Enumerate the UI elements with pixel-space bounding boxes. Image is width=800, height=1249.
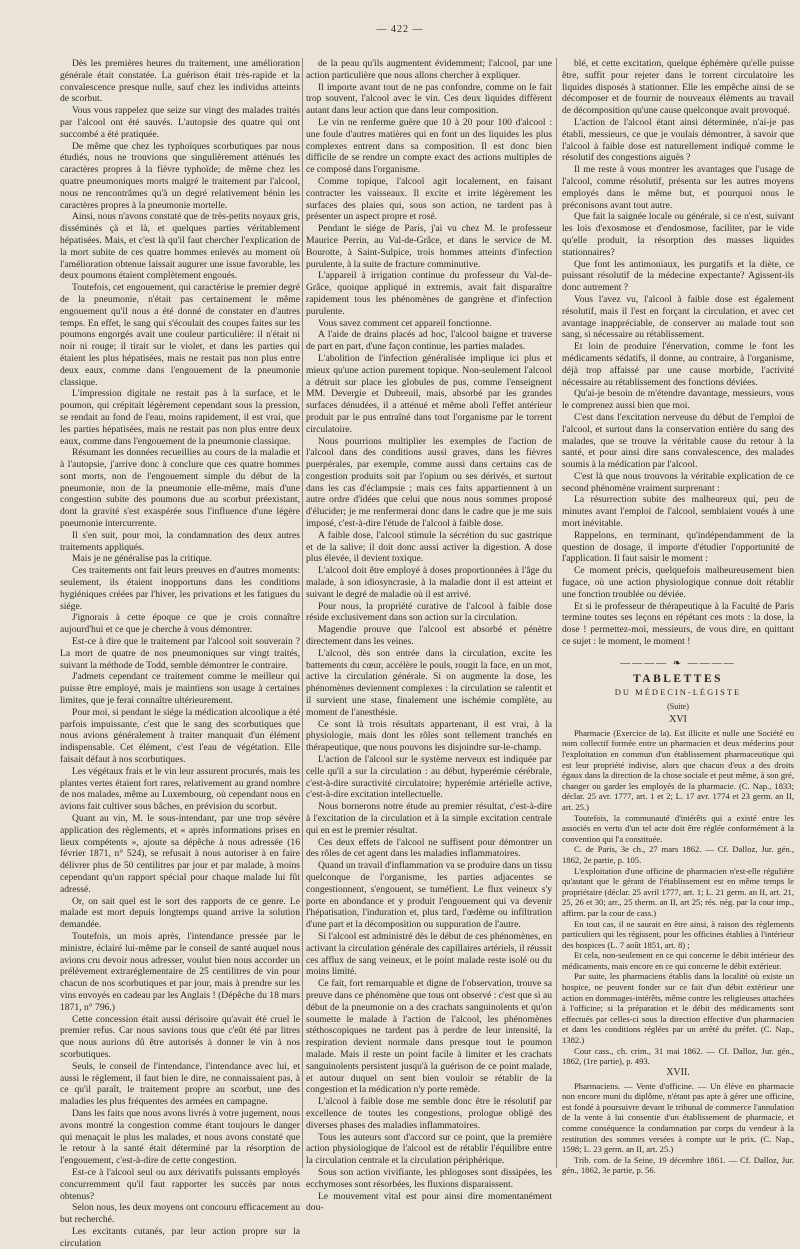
section-number: XVI (669, 714, 687, 726)
paragraph: L'appareil à irrigation continue du professeur du Val-de-Grâce, quoique appliqué in extremis, avait fait disparaître rapidement tous les phénomènes de gangrène et d'infection purulente. (306, 270, 552, 317)
paragraph: Que fait la saignée locale ou générale, si ce n'est, suivant les lois d'exosmose et d'endosmose, faciliter, par le vide qu'elle produit, la résorption des masses liquides stationnaires? (562, 211, 794, 258)
paragraph: blé, et cette excitation, quelque éphémère qu'elle puisse être, suffit pour rejeter dans le torrent circulatoire les liquides disposés à stationner. Elle les empêche ainsi de se décomposer et de fournir de nouveaux éléments au travail de décomposition qu'une cause quelconque avait provoqué. (562, 58, 794, 117)
column-left (60, 58, 300, 1249)
paragraph: Trib. com. de la Seine, 19 décembre 1861. — Cf. Dalloz, Jur. gén., 1862, 3e partie, p. 56. (562, 1154, 794, 1176)
paragraph: Mais je ne généralise pas la critique. (72, 553, 212, 565)
paragraph: Est-ce à l'alcool seul ou aux dérivatifs puissants employés concurremment qu'il faut rapporter les succès par nous obtenus? (60, 1166, 300, 1202)
paragraph: Pour nous, la propriété curative de l'alcool à faible dose réside exclusivement dans son action sur la circulation. (306, 600, 552, 624)
paragraph: A l'aide de drains placés ad hoc, l'alcool baigne et traverse de part en part, d'une façon continue, les parties malades. (306, 329, 552, 353)
paragraph: Ce fait, fort remarquable et digne de l'observation, trouve sa preuve dans ce phénomène que tous ont observé : c'est que si au début de la pneumonie on a des crachats sanguinolents et qu'on soumette le malade à l'action de l'alcool, les phénomènes stéthoscopiques ne tardent pas à perdre de leur intensité, la respiration devient normale dans presque tout le poumon malade. Mais il reste un point facile à limiter et les crachats sanguinolents persistent jusqu'à la guérison de ce point malade, et autour duquel on sent bien vouloir se rétablir de la congestion et la médication n'y porte remède. (306, 978, 552, 1096)
paragraph: Toutefois, la communauté d'intérêts qui a existé entre les associés en vertu d'un tel acte doit être réglée conformément à la convention qui l'a constituée. (562, 812, 794, 844)
paragraph: L'alcool à faible dose me semble donc être le résolutif par excellence de toutes les congestions, prologue obligé des diverses phases des maladies inflammatoires. (306, 1096, 552, 1131)
paragraph: Ce moment précis, quelquefois malheureusement bien fugace, où une action physiologique connue doit rétablir une fonction troublée ou déviée. (562, 565, 794, 600)
tablette-xvi (562, 728, 794, 1067)
paragraph: Quand un travail d'inflammation va se produire dans un tissu quelconque de l'organisme, les parties adjacentes se congestionnent, s'engouent, se tuméfient. Le flux veineux s'y porte en abondance et y produit l'engouement qui va devenir l'hépatisation, l'induration et, plus tard, l'œdème ou infiltration d'une part et la décomposition ou suppuration de l'autre. (306, 860, 552, 931)
paragraph: de la peau qu'ils augmentent évidemment; l'alcool, par une action particulière que nous allons chercher à expliquer. (306, 58, 552, 81)
paragraph: C'est là que nous trouvons la véritable explication de ce second phénomène vraiment surprenant : (562, 470, 794, 494)
paragraph: J'admets cependant ce traitement comme le meilleur qui puisse être employé, mais je maintiens son usage à certaines limites, que je ferai connaître ultérieurement. (60, 671, 300, 707)
paragraph: Qu'ai-je besoin de m'étendre davantage, messieurs, vous le comprenez aussi bien que moi. (562, 388, 794, 412)
paragraph: Le mouvement vital est pour ainsi dire momentanément dou- (306, 1190, 552, 1214)
paragraph: En tout cas, il ne saurait en être ainsi, à raison des règlements particuliers qui les régissent, pour les officines établies à l'intérieur des hospices (L. 7 août 1851, art. 8) ; (562, 918, 794, 950)
paragraph: Ces traitements ont fait leurs preuves en d'autres moments: seulement, ils étaient inopportuns dans les conditions hygiéniques créées par l'hiver, les privations et les fatigues du siége. (60, 565, 300, 612)
paragraph: L'exploitation d'une officine de pharmacien n'est-elle régulière qu'autant que le gérant de l'établissement est en même temps le propriétaire (déclar. 25 avril 1777, art. 1; L. 21 germ. an II, art. 21, 25, 26 et 30; arr., 25 therm. an II, art 25; rés. nég. par la cour imp., affirm. par la cour de cass.) (562, 865, 794, 918)
paragraph: De même que chez les typhoïques scorbutiques par nous étudiés, nous ne trouvions que singulièrement atténués les caractères propres à la fièvre typhoïde; de même chez les quatre pneumoniques morts malgré le traitement par l'alcool, nous ne rencontrâmes qu'à un degré relativement bénin les caractères propres à la pneumonie mortelle. (60, 140, 300, 211)
column-rule (302, 58, 303, 1168)
paragraph: Pour moi, si pendant le siége la médication alcoolique a été parfois impuissante, c'est que le sang des scorbutiques que nous avions généralement à traiter manquait d'un élément indispensable. Cet élément, c'est l'eau de végétation. Elle faisait défaut à nos scorbutiques. (60, 706, 300, 766)
paragraph: Dès les premières heures du traitement, une amélioration générale était constatée. La guérison était très-rapide et la convalescence presque nulle, sauf chez les individus atteints de scorbut. (60, 58, 300, 105)
paragraph: Rappelons, en terminant, qu'indépendamment de la question de dosage, il importe d'étudier l'opportunité de l'application. Il faut saisir le moment : (562, 529, 794, 565)
paragraph: L'alcool, dès son entrée dans la circulation, excite les battements du cœur, accélère le pouls, rougit la face, en un mot, active la circulation générale. Si on augmente la dose, les phénomènes deviennent complexes : la circulation se ralentit et il survient une stase, finalement une ischémie complète, au moment de l'anesthésie. (306, 647, 552, 718)
paragraph: Nous pourrions multiplier les exemples de l'action de l'alcool dans des conditions aussi graves, dans les fièvres puerpérales, par exemple, comme aussi dans certains cas de congestion produits soit par l'opium ou ses dérivés, et surtout dans les cas d'éclampsie ; mais ces faits appartiennent à un autre ordre d'idées que celui que nous nous sommes proposé d'élucider; je me renfermerai donc dans le cadre que je me suis imposé, c'est-à-dire l'étude de l'alcool à faible dose. (306, 435, 552, 530)
section-suite: (Suite) (667, 702, 689, 712)
paragraph: Est-ce à dire que le traitement par l'alcool soit souverain ? La mort de quatre de nos pneumoniques sur vingt traités, suivant la méthode de Todd, semble démontrer le contraire. (60, 636, 300, 671)
paragraph: Toutefois, un mois après, l'intendance pressée par le ministre, éclairé lui-même par le conseil de santé auquel nous avions cru devoir nous adresser, voulut bien nous accorder un prélèvement extraréglementaire de 25 centilitres de vin pour chacun de nos scorbutiques et par jour, mais à prendre sur les vins envoyés en cadeau par les Anglais ! (Dépêche du 18 mars 1871, n° 796.) (60, 930, 300, 1013)
page-number: — 422 — (376, 24, 424, 35)
paragraph: Ainsi, nous n'avons constaté que de très-petits noyaux gris, disséminés çà et là, et quelques parties véritablement hépatisées. Mais, et c'est là qu'il faut chercher l'explication de la mort subite de ces quatre hommes enlevés au moment où l'amélioration obtenue laissait augurer une issue favorable, les deux poumons étaient complètement engoués. (60, 211, 300, 282)
paragraph: Vous vous rappelez que seize sur vingt des malades traités par l'alcool ont été sauvés. L'autopsie des quatre qui ont succombé a été pratiquée. (60, 105, 300, 140)
paragraph: Quant au vin, M. le sous-intendant, par une trop sévère application des règlements, et « après informations prises en lieux compétents », ajoute sa dépêche à nous adressée (16 février 1871, n° 524), se refusait à nous autoriser à en faire délivrer plus de 50 centilitres par jour et par malade, à moins cependant qu'un rapport spécial pour chaque malade lui fût adressé. (60, 813, 300, 895)
paragraph: Toutefois, cet engouement, qui caractérise le premier degré de la pneumonie, n'était pas certainement le même engouement qu'il nous a été donné de constater en d'autres temps. En effet, le sang qui s'écoulait des coupes faites sur les poumons engorgés avait une couleur particulière: il n'était ni noir ni rouge; il tirait sur le violet, et dans les parties qui étaient les plus hépatisées, mais ne restait pas non plus entre deux eaux, comme dans l'engouement de la pneumonie classique. (60, 282, 300, 388)
paragraph: Et cela, non-seulement en ce qui concerne le débit intérieur des médicaments, mais encore en ce qui concerne le débit extérieur. (562, 950, 794, 971)
paragraph: J'ignorais à cette époque ce que je crois connaître aujourd'hui et ce que je cherche à vous démontrer. (60, 612, 300, 636)
paragraph: Pharmacie (Exercice de la). Est illicite et nulle une Société en nom collectif formée entre un pharmacien et deux médecins pour l'exploitation en commun d'un établissement pharmaceutique qui est leur propriété indivise, alors que chacun d'eux a des droits égaux dans la direction de la chose sociale et peut même, à son gré, changer ou garder les employés de la pharmacie. (C. Nap., 1833; déclar. 25 avr. 1777, art. 1 et 2; L. 17 avr. 1774 et 23 germ. an II, art. 25.) (562, 727, 794, 812)
column-right (562, 58, 794, 1176)
paragraph: A faible dose, l'alcool stimule la sécrétion du suc gastrique et de la salive; il doit donc aussi activer la digestion. A dose plus élevée, il devient toxique. (306, 529, 552, 565)
paragraph: Selon nous, les deux moyens ont concouru efficacement au but recherché. (60, 1202, 300, 1226)
paragraph: C'est dans l'excitation nerveuse du début de l'emploi de l'alcool, et surtout dans la conservation entière du sang des malades, que se trouve la véritable cause du retour à la santé, et pour ainsi dire sans convalescence, des malades soumis à la médication par l'alcool. (562, 411, 794, 471)
paragraph: Cette concession était aussi dérisoire qu'avait été cruel le premier refus. Car nous savions tous que c'eût été par litres que nous aurions dû être autorisés à donner le vin à nos scorbutiques. (60, 1013, 300, 1060)
paragraph: Il importe avant tout de ne pas confondre, comme on le fait trop souvent, l'alcool avec le vin. Ces deux liquides diffèrent autant dans leur action que dans leur composition. (306, 81, 552, 117)
paragraph: Les végétaux frais et le vin leur assurent procurés, mais les plantes vertes étaient fort rares, relativement au grand nombre de nos malades, même au Luxembourg, où cependant nous en avions fait cultiver sous bâches, en prévision du scorbut. (60, 765, 300, 813)
paragraph: Le vin ne renferme guère que 10 à 20 pour 100 d'alcool : une foule d'autres matières qui en font un des liquides les plus complexes entrent dans sa composition. Il est donc bien difficile de se rendre un compte exact des actions multiples de ce composé dans l'organisme. (306, 116, 552, 176)
paragraph: Ce sont là trois résultats appartenant, il est vrai, à la physiologie, mais dont les rôles sont tellement tranchés en thérapeutique, que nous pouvons les disjoindre sur-le-champ. (306, 718, 552, 754)
section-subtitle: DU MÉDECIN-LÉGISTE (614, 687, 742, 698)
paragraph: Résumant les données recueillies au cours de la maladie et à l'autopsie, j'arrive donc à conclure que ces quatre hommes sont morts, non de l'engouement simple du début de la pneumonie, non de la pneumonie elle-même, mais d'une congestion subite des poumons due au scorbut préexistant, dont la gravité s'est exaspérée sous l'influence d'une légère pneumonie intercurrente. (60, 447, 300, 530)
paragraph: Magendie prouve que l'alcool est absorbé et pénètre directement dans les veines. (306, 624, 552, 648)
paragraph: L'action de l'alcool étant ainsi déterminée, n'ai-je pas établi, messieurs, ce que je voulais démontrer, à savoir que l'alcool à faible dose est naturellement indiqué comme le résolutif des congestions aiguës ? (562, 116, 794, 164)
paragraph: Sous son action vivifiante, les phlogoses sont dissipées, les ecchymoses sont résorbées, les fluxions disparaissent. (306, 1166, 552, 1190)
paragraph: La résurrection subite des malheureux qui, peu de minutes avant l'emploi de l'alcool, semblaient voués à une mort inévitable. (562, 494, 794, 530)
paragraph: Nous bornerons notre étude au premier résultat, c'est-à-dire à l'excitation de la circulation et à la simple excitation centrale qui en est le premier résultat. (306, 801, 552, 836)
ornament-divider: ———— ❧ ———— (620, 657, 736, 669)
paragraph: Il me reste à vous montrer les avantages que l'usage de l'alcool, comme résolutif, présenta sur les autres moyens employés dans le même but, et pourquoi nous le préconisons avant tout autre. (562, 164, 794, 211)
paragraph: Pharmaciens. — Vente d'officine. — Un élève en pharmacie non encore muni du diplôme, n'étant pas apte à gérer une officine, est fondé à poursuivre devant le tribunal de commerce l'annulation de la vente à lui consentie d'un établissement de pharmacie, et comme conséquence la condamnation par corps du vendeur à la restitution des sommes versées à compte sur le prix. (C. Nap., 1598; L. 23 germ. an II, art. 25.) (562, 1080, 794, 1155)
paragraph: Comme topique, l'alcool agit localement, en faisant contracter les vaisseaux. Il excite et irrite légèrement les surfaces des plaies qui, sous son action, ne tardent pas à présenter un aspect propre et rosé. (306, 175, 552, 223)
paragraph: Les excitants cutanés, par leur action propre sur la circulation (60, 1225, 300, 1249)
paragraph: Il s'en suit, pour moi, la condamnation des deux autres traitements appliqués. (60, 529, 300, 553)
paragraph: C. de Paris, 3e ch., 27 mars 1862. — Cf. Dalloz, Jur. gén., 1862, 2e partie, p. 105. (562, 844, 794, 865)
paragraph: Et si le professeur de thérapeutique à la Faculté de Paris termine toutes ses leçons en répétant ces mots : la dose, la dose ! permettez-moi, messieurs, de vous dire, en quittant ce sujet : le moment, le moment ! (562, 600, 794, 648)
section-title: TABLETTES (632, 672, 724, 685)
paragraph: Seuls, le conseil de l'intendance, l'intendance avec lui, et aussi le règlement, il faut bien le dire, ne connaissaient pas, à ce qu'il paraît, le traitement propre au scorbut, une des maladies les plus fréquentes des armées en campagne. (60, 1060, 300, 1108)
paragraph: L'impression digitale ne restait pas à la surface, et le poumon, qui crépitait légèrement cependant sous la pression, se rendait au fond de l'eau, moins rapidement, il est vrai, que les parties hépatisées, mais ne restait pas non plus entre deux eaux, comme dans l'engouement de la pneumonie classique. (60, 388, 300, 447)
paragraph: Que font les antimoniaux, les purgatifs et la diète, ce puissant résolutif de la médecine expectante? Agissent-ils donc autrement ? (562, 258, 794, 294)
paragraph: Dans les faits que nous avons livrés à votre jugement, nous avons montré la congestion comme étant toujours le danger qui menaçait le plus les malades, et nous avons constaté que le retour à la santé était déterminé par la résorption de l'engouement, c'est-à-dire de cette congestion. (60, 1107, 300, 1167)
column-rule (556, 58, 557, 1168)
paragraph: L'action de l'alcool sur le système nerveux est indiquée par celle qu'il a sur la circulation : au début, hyperémie cérébrale, c'est-à-dire suractivité circulatoire; hyperémie artérielle active, c'est-à-dire excitation intellectuelle. (306, 754, 552, 801)
tablette-xvii (562, 1081, 794, 1176)
paragraph: Ces deux effets de l'alcool ne suffisent pour démontrer un des rôles de cet agent dans les maladies inflammatoires. (306, 836, 552, 860)
paragraph: Vous l'avez vu, l'alcool à faible dose est également résolutif, mais il l'est en forçant la circulation, et avec cet avantage inappréciable, de conserver au malade tout son sang, si nécessaire au rétablissement. (562, 293, 794, 341)
paragraph: Pendant le siége de Paris, j'ai vu chez M. le professeur Maurice Perrin, au Val-de-Grâce, et dans le service de M. Bourotte, à Saint-Sulpice, trois hommes atteints d'infection purulente, à la suite de fracture comminutive. (306, 223, 552, 270)
paragraph: Or, on sait quel est le sort des rapports de ce genre. Le malade est mort depuis longtemps quand arrive la solution demandée. (60, 895, 300, 931)
paragraph: Si l'alcool est administré dès le début de ces phénomènes, en activant la circulation générale des capillaires artériels, il réussit ces afflux de sang veineux, et le point malade reste isolé ou du moins limité. (306, 930, 552, 978)
paragraph: Et loin de produire l'énervation, comme le font les médicaments sédatifs, il donne, au contraire, à l'organisme, déjà trop affaissé par une cause morbide, l'activité nécessaire au rétablissement des fonctions déviées. (562, 341, 794, 388)
paragraph: Tous les auteurs sont d'accord sur ce point, que la première action physiologique de l'alcool est de rétablir l'équilibre entre la circulation centrale et la circulation périphérique. (306, 1131, 552, 1167)
paragraph: Vous savez comment cet appareil fonctionne. (318, 317, 492, 329)
column-middle (306, 58, 552, 1214)
paragraph: Cour cass., ch. crim., 31 mai 1862. — Cf. Dalloz, Jur. gén., 1862, (1re partie), p. 493. (562, 1045, 794, 1067)
paragraph: L'abolition de l'infection généralisée implique ici plus et mieux qu'une action purement topique. Non-seulement l'alcool a détruit sur place les globules de pus, comme l'enseignent MM. Devergie et Dubreuil, mais, absorbé par les grandes surfaces dénudées, il a atténué et même aboli l'effet antérieur produit par le pus entraîné dans tout l'organisme par le torrent circulatoire. (306, 352, 552, 435)
paragraph: L'alcool doit être employé à doses proportionnées à l'âge du malade, à son idiosyncrasie, à la maladie dont il est atteint et suivant le degré de maladie où il est arrivé. (306, 565, 552, 600)
section-number: XVII. (666, 1066, 690, 1078)
paragraph: Par suite, les pharmaciens établis dans la localité où existe un hospice, ne peuvent fonder sur ce fait d'un débit extérieur une action en dommages-intérêts, même contre les religieuses attachées à l'officine; si la préparation et le débit des médicaments sont effectués par celles-ci sous la direction effective d'un pharmacien et dans les conditions réglées par un arrêté du préfet. (C. Nap., 1382.) (562, 971, 794, 1046)
